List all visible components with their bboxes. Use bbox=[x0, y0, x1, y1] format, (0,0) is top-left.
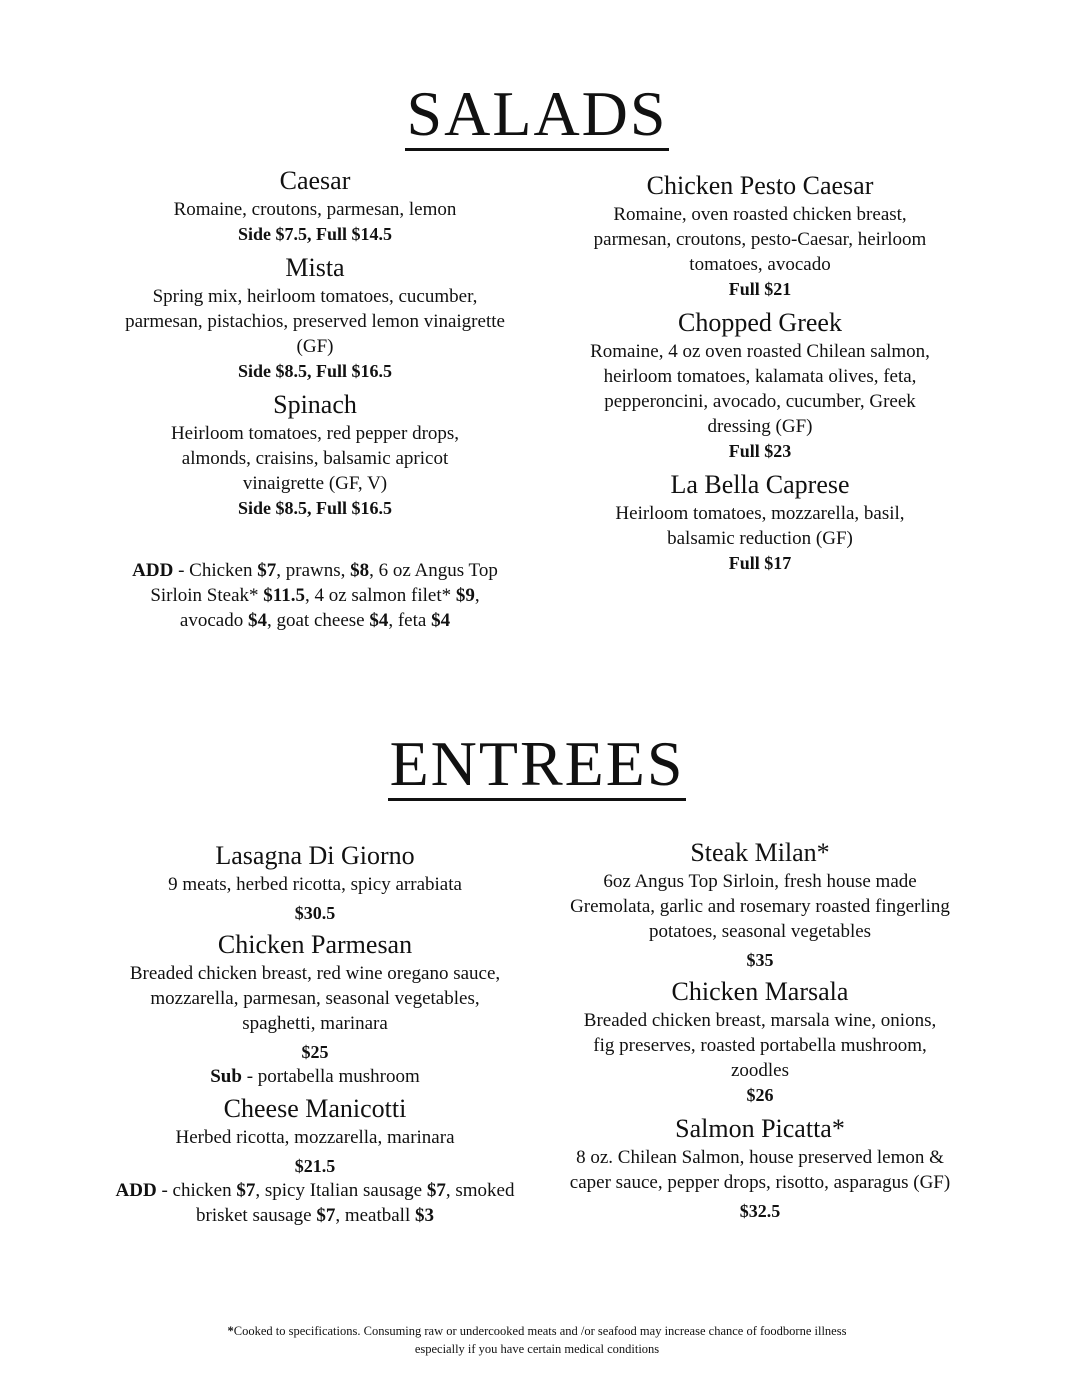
entrees-right-column bbox=[560, 837, 960, 1223]
menu-item-mista bbox=[110, 252, 520, 383]
menu-item-chopped-greek bbox=[565, 307, 955, 463]
item-description: 8 oz. Chilean Salmon, house preserved lemon & caper sauce, pepper drops, risotto, asparagus (GF) bbox=[569, 1147, 951, 1193]
item-price: $30.5 bbox=[294, 903, 336, 923]
item-description: Heirloom tomatoes, mozzarella, basil, balsamic reduction (GF) bbox=[615, 503, 905, 549]
item-substitution: Sub - portabella mushroom bbox=[210, 1066, 420, 1087]
item-name: Chicken Marsala bbox=[671, 977, 849, 1006]
item-name: Chopped Greek bbox=[678, 308, 842, 337]
menu-item-spinach bbox=[110, 389, 520, 520]
item-price: Side $8.5, Full $16.5 bbox=[237, 361, 393, 381]
item-name: Lasagna Di Giorno bbox=[215, 841, 415, 870]
item-description: Breaded chicken breast, marsala wine, onions, fig preserves, roasted portabella mushroom, zoodles bbox=[583, 1010, 937, 1081]
item-price: Side $8.5, Full $16.5 bbox=[237, 498, 393, 518]
item-name: Salmon Picatta* bbox=[675, 1114, 845, 1143]
salads-right-column bbox=[565, 170, 955, 575]
item-name: Spinach bbox=[273, 390, 357, 419]
item-price: Full $21 bbox=[728, 279, 792, 299]
item-description: Romaine, oven roasted chicken breast, parmesan, croutons, pesto-Caesar, heirloom tomatoes, avocado bbox=[593, 204, 927, 275]
menu-item-chicken-pesto-caesar bbox=[565, 170, 955, 301]
item-name: Steak Milan* bbox=[690, 838, 830, 867]
item-price: $25 bbox=[301, 1042, 329, 1062]
item-price: $35 bbox=[746, 950, 774, 970]
item-price: Full $17 bbox=[728, 553, 792, 573]
salads-heading: SALADS bbox=[406, 78, 668, 149]
menu-item-cheese-manicotti bbox=[110, 1093, 520, 1178]
item-description: Herbed ricotta, mozzarella, marinara bbox=[175, 1127, 455, 1148]
menu-item-la-bella-caprese bbox=[565, 469, 955, 575]
item-description: 6oz Angus Top Sirloin, fresh house made Gremolata, garlic and rosemary roasted fingerling potatoes, seasonal vegetables bbox=[570, 871, 950, 942]
menu-item-chicken-parmesan bbox=[110, 929, 520, 1089]
item-description: Romaine, 4 oz oven roasted Chilean salmon, heirloom tomatoes, kalamata olives, feta, pepperoncini, avocado, cucumber, Greek dressing (GF) bbox=[590, 341, 930, 437]
salad-addons: ADD - Chicken $7, prawns, $8, 6 oz Angus Top Sirloin Steak* $11.5, 4 oz salmon filet* $9, avocado $4, goat cheese $4, feta $4 bbox=[132, 560, 498, 631]
item-name: La Bella Caprese bbox=[670, 470, 850, 499]
item-name: Mista bbox=[285, 253, 345, 282]
item-price: Full $23 bbox=[728, 441, 792, 461]
menu-item-caesar bbox=[110, 165, 520, 246]
footnote-line-2: especially if you have certain medical conditions bbox=[414, 1342, 660, 1356]
menu-item-lasagna bbox=[110, 840, 520, 925]
item-name: Chicken Pesto Caesar bbox=[646, 171, 874, 200]
menu-item-chicken-marsala bbox=[560, 976, 960, 1107]
item-description: Breaded chicken breast, red wine oregano sauce, mozzarella, parmesan, seasonal vegetables, spaghetti, marinara bbox=[129, 963, 501, 1034]
item-name: Cheese Manicotti bbox=[223, 1094, 407, 1123]
entrees-heading: ENTREES bbox=[389, 728, 685, 799]
item-name: Caesar bbox=[279, 166, 351, 195]
item-description: Romaine, croutons, parmesan, lemon bbox=[173, 199, 457, 220]
item-description: 9 meats, herbed ricotta, spicy arrabiata bbox=[168, 874, 462, 895]
item-price: $26 bbox=[746, 1085, 774, 1105]
salads-left-column bbox=[110, 165, 520, 633]
entrees-left-column bbox=[110, 840, 520, 1228]
menu-item-steak-milan bbox=[560, 837, 960, 972]
item-price: Side $7.5, Full $14.5 bbox=[237, 224, 393, 244]
item-price: $32.5 bbox=[739, 1201, 781, 1221]
footnote-disclaimer bbox=[0, 1322, 1074, 1358]
menu-item-salmon-picatta bbox=[560, 1113, 960, 1223]
item-price: $21.5 bbox=[294, 1156, 336, 1176]
entree-addons: ADD - chicken $7, spicy Italian sausage $7, smoked brisket sausage $7, meatball $3 bbox=[115, 1180, 515, 1226]
footnote-line-1: *Cooked to specifications. Consuming raw or undercooked meats and /or seafood may increase chance of foodborne illness bbox=[227, 1324, 847, 1338]
item-name: Chicken Parmesan bbox=[217, 930, 413, 959]
item-description: Spring mix, heirloom tomatoes, cucumber, parmesan, pistachios, preserved lemon vinaigrette (GF) bbox=[125, 286, 505, 357]
item-description: Heirloom tomatoes, red pepper drops, almonds, craisins, balsamic apricot vinaigrette (GF, V) bbox=[170, 423, 460, 494]
